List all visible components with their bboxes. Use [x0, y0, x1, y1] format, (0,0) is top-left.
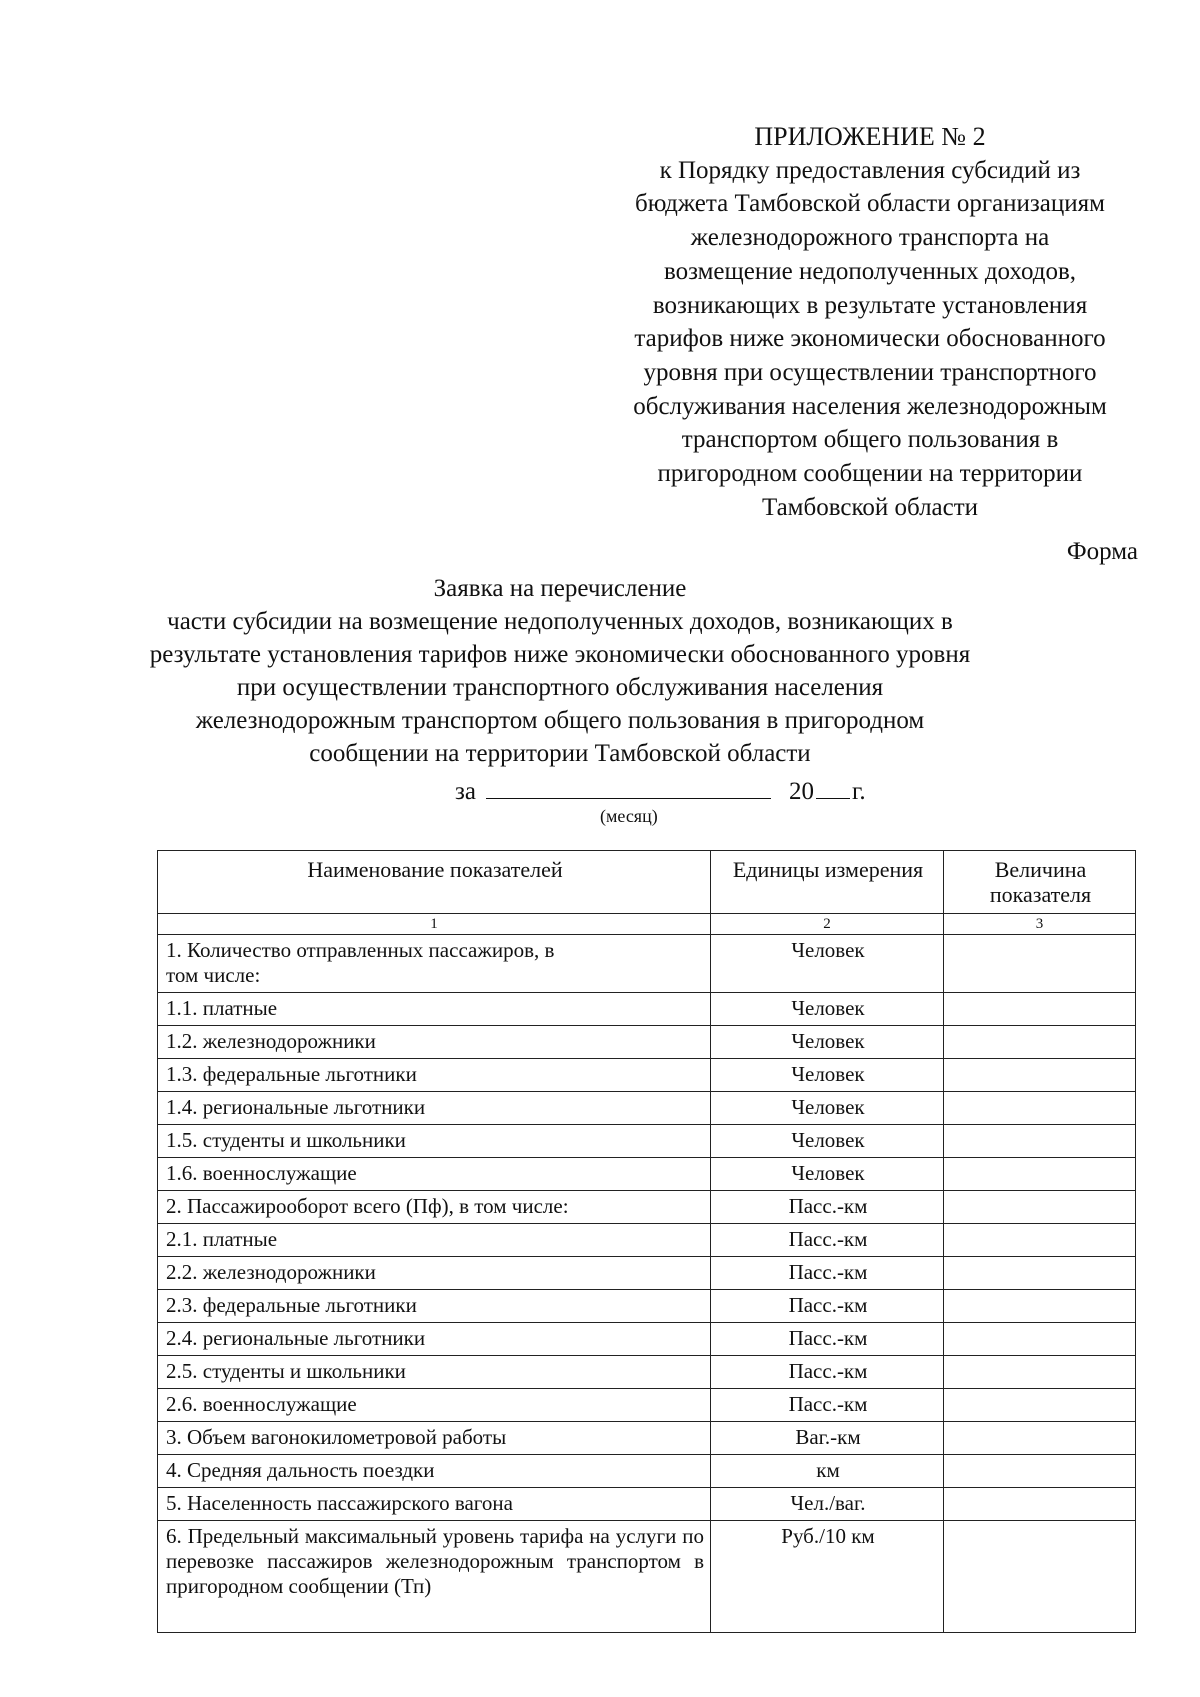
table-row — [158, 1125, 1136, 1158]
indicator-unit: Руб./10 км — [711, 1521, 944, 1633]
request-title-line: при осуществлении транспортного обслуживания населения — [236, 674, 884, 701]
indicator-unit: Человек — [711, 1092, 944, 1125]
header-value: Величина показателя — [944, 851, 1136, 914]
indicator-name: 4. Средняя дальность поездки — [158, 1455, 711, 1488]
indicator-value[interactable] — [944, 1521, 1136, 1633]
indicator-value[interactable] — [944, 1323, 1136, 1356]
indicator-unit: Человек — [711, 1026, 944, 1059]
indicator-name: 1. Количество отправленных пассажиров, в том числе: — [158, 935, 711, 993]
indicator-value[interactable] — [944, 1191, 1136, 1224]
period-prefix: за — [455, 778, 476, 805]
column-number: 1 — [158, 914, 711, 935]
appendix-line: тарифов ниже экономически обоснованного — [634, 325, 1106, 353]
table-row — [158, 1290, 1136, 1323]
indicator-unit: Человек — [711, 1125, 944, 1158]
column-number-row — [158, 914, 1136, 935]
indicator-value[interactable] — [944, 1158, 1136, 1191]
table-header-row — [158, 851, 1136, 914]
indicator-name: 1.2. железнодорожники — [158, 1026, 711, 1059]
indicator-value[interactable] — [944, 1422, 1136, 1455]
indicator-name: 1.3. федеральные льготники — [158, 1059, 711, 1092]
indicator-unit: Пасс.-км — [711, 1389, 944, 1422]
indicator-unit: Пасс.-км — [711, 1257, 944, 1290]
indicator-value[interactable] — [944, 1092, 1136, 1125]
request-title-line: части субсидии на возмещение недополученных доходов, возникающих в — [167, 608, 953, 635]
request-title-line: результате установления тарифов ниже экономически обоснованного уровня — [149, 641, 971, 668]
column-number: 3 — [944, 914, 1136, 935]
period-line — [455, 774, 866, 806]
appendix-line: бюджета Тамбовской области организациям — [635, 190, 1105, 218]
indicator-value[interactable] — [944, 1026, 1136, 1059]
indicator-unit: Пасс.-км — [711, 1224, 944, 1257]
header-unit: Единицы измерения — [711, 851, 944, 914]
indicator-unit: Пасс.-км — [711, 1191, 944, 1224]
indicator-unit: Пасс.-км — [711, 1323, 944, 1356]
table-row — [158, 1521, 1136, 1633]
appendix-header — [600, 120, 1140, 524]
indicator-unit: Пасс.-км — [711, 1356, 944, 1389]
indicators-table — [157, 850, 1136, 1633]
indicator-name: 1.5. студенты и школьники — [158, 1125, 711, 1158]
indicator-value[interactable] — [944, 993, 1136, 1026]
indicator-name: 1.6. военнослужащие — [158, 1158, 711, 1191]
indicator-value[interactable] — [944, 1257, 1136, 1290]
indicator-unit: Человек — [711, 1158, 944, 1191]
indicator-value[interactable] — [944, 1059, 1136, 1092]
table-row — [158, 1488, 1136, 1521]
table-row — [158, 1059, 1136, 1092]
indicator-unit: км — [711, 1455, 944, 1488]
indicator-value[interactable] — [944, 1125, 1136, 1158]
indicator-unit: Человек — [711, 1059, 944, 1092]
form-label: Форма — [1066, 538, 1138, 565]
indicator-unit: Чел./ваг. — [711, 1488, 944, 1521]
indicator-name: 2.4. региональные льготники — [158, 1323, 711, 1356]
table-row — [158, 1389, 1136, 1422]
table-row — [158, 1191, 1136, 1224]
table-row — [158, 993, 1136, 1026]
table-row — [158, 1422, 1136, 1455]
indicator-value[interactable] — [944, 935, 1136, 993]
indicator-unit: Пасс.-км — [711, 1290, 944, 1323]
request-title — [120, 572, 1000, 770]
appendix-line: обслуживания населения железнодорожным — [633, 392, 1107, 420]
indicator-value[interactable] — [944, 1290, 1136, 1323]
request-title-line: железнодорожным транспортом общего пользования в пригородном — [195, 707, 925, 734]
indicator-name: 6. Предельный максимальный уровень тарифа на услуги по перевозке пассажиров железнодорожным транспортом в пригородном сообщении (Тп) — [158, 1521, 711, 1633]
indicator-value[interactable] — [944, 1389, 1136, 1422]
appendix-line: возникающих в результате установления — [652, 291, 1088, 319]
indicator-name: 1.4. региональные льготники — [158, 1092, 711, 1125]
year-suffix: г. — [851, 778, 866, 805]
appendix-line: пригородном сообщении на территории — [657, 460, 1083, 488]
table-row — [158, 935, 1136, 993]
indicator-name: 2.1. платные — [158, 1224, 711, 1257]
appendix-line: к Порядку предоставления субсидий из — [659, 156, 1081, 184]
appendix-line: железнодорожного транспорта на — [690, 224, 1050, 252]
indicator-name: 2.3. федеральные льготники — [158, 1290, 711, 1323]
indicator-name: 2.2. железнодорожники — [158, 1257, 711, 1290]
column-number: 2 — [711, 914, 944, 935]
appendix-line: уровня при осуществлении транспортного — [643, 358, 1097, 386]
table-row — [158, 1092, 1136, 1125]
indicator-name: 2.5. студенты и школьники — [158, 1356, 711, 1389]
indicator-value[interactable] — [944, 1488, 1136, 1521]
indicator-value[interactable] — [944, 1455, 1136, 1488]
indicator-name: 2.6. военнослужащие — [158, 1389, 711, 1422]
indicator-unit: Человек — [711, 993, 944, 1026]
year-blank-field[interactable] — [816, 778, 850, 799]
indicator-name: 2. Пассажирооборот всего (Пф), в том числе: — [158, 1191, 711, 1224]
table-row — [158, 1323, 1136, 1356]
request-title-line: сообщении на территории Тамбовской области — [309, 740, 811, 767]
year-prefix: 20 — [788, 778, 814, 805]
indicator-value[interactable] — [944, 1356, 1136, 1389]
indicator-name: 1.1. платные — [158, 993, 711, 1026]
indicator-name: 3. Объем вагонокилометровой работы — [158, 1422, 711, 1455]
month-caption: (месяц) — [600, 806, 658, 826]
request-title-line: Заявка на перечисление — [433, 575, 687, 602]
indicator-name: 5. Населенность пассажирского вагона — [158, 1488, 711, 1521]
table-row — [158, 1224, 1136, 1257]
indicator-unit: Ваг.-км — [711, 1422, 944, 1455]
table-row — [158, 1455, 1136, 1488]
table-row — [158, 1257, 1136, 1290]
indicator-unit: Человек — [711, 935, 944, 993]
appendix-line: возмещение недополученных доходов, — [663, 257, 1077, 285]
header-indicator-name: Наименование показателей — [158, 851, 711, 914]
appendix-line: транспортом общего пользования в — [681, 426, 1059, 454]
table-row — [158, 1158, 1136, 1191]
table-row — [158, 1356, 1136, 1389]
table-row — [158, 1026, 1136, 1059]
appendix-line: Тамбовской области — [761, 493, 979, 521]
month-blank-field[interactable] — [486, 774, 771, 799]
indicator-value[interactable] — [944, 1224, 1136, 1257]
appendix-title: ПРИЛОЖЕНИЕ № 2 — [754, 122, 986, 151]
